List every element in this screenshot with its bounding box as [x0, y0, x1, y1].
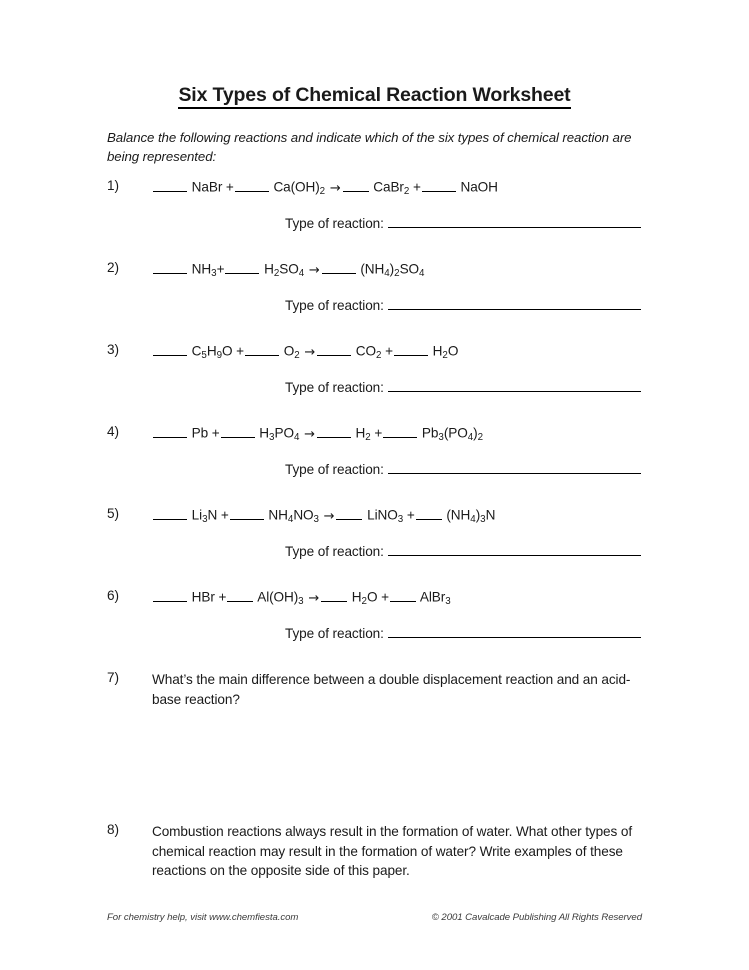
reaction-arrow-icon: →: [323, 508, 335, 524]
page-title: Six Types of Chemical Reaction Worksheet: [178, 84, 570, 109]
page-footer: [107, 912, 642, 923]
coefficient-blank-2-3[interactable]: [322, 260, 356, 274]
type-of-reaction-row-4: [285, 460, 641, 477]
type-of-reaction-label-3: Type of reaction:: [285, 379, 384, 395]
footer-credit-link: For chemistry help, visit www.chemfiesta.com: [107, 912, 299, 923]
coefficient-blank-6-1[interactable]: [153, 588, 187, 602]
coefficient-blank-2-2[interactable]: [225, 260, 259, 274]
problem-1: [107, 178, 707, 231]
equation-6: HBr + $Al(OH)_3 \to H_2O$ + AlBr$_3$: [152, 588, 451, 607]
coefficient-blank-1-1[interactable]: [153, 178, 187, 192]
coefficient-blank-3-2[interactable]: [245, 342, 279, 356]
instructions-text: Balance the following reactions and indicate which of the six types of chemical reaction are being represented:: [107, 130, 632, 164]
coefficient-blank-6-2[interactable]: [227, 588, 253, 602]
type-of-reaction-blank-4[interactable]: [388, 460, 641, 474]
type-of-reaction-label-4: Type of reaction:: [285, 461, 384, 477]
coefficient-blank-4-2[interactable]: [221, 424, 255, 438]
type-of-reaction-blank-3[interactable]: [388, 378, 641, 392]
coefficient-blank-3-3[interactable]: [317, 342, 351, 356]
type-of-reaction-row-2: [285, 296, 641, 313]
equation-row-4: [107, 424, 707, 446]
equation-row-2: [107, 260, 707, 282]
problem-number-2: 2): [107, 260, 119, 275]
equation-1: NaBr + $Ca(OH)_2$ → CaBr$_2$ + NaOH: [152, 178, 498, 197]
question-number-7: 7): [107, 670, 120, 685]
coefficient-blank-5-2[interactable]: [230, 506, 264, 520]
coefficient-blank-5-4[interactable]: [416, 506, 442, 520]
coefficient-blank-4-1[interactable]: [153, 424, 187, 438]
problem-number-1: 1): [107, 178, 119, 193]
question-number-8: 8): [107, 822, 120, 837]
coefficient-blank-1-3[interactable]: [343, 178, 369, 192]
type-of-reaction-blank-5[interactable]: [388, 542, 641, 556]
type-of-reaction-label-6: Type of reaction:: [285, 625, 384, 641]
equation-3: $C_5H_9O + O_2 \to CO_2 + H_2O$: [152, 342, 458, 361]
question-text-8: Combustion reactions always result in the formation of water. What other types of chemical reaction may result in the formation of water? Write examples of these reactions on the opposite side of this paper.: [152, 824, 632, 879]
type-of-reaction-label-5: Type of reaction:: [285, 543, 384, 559]
equation-row-1: [107, 178, 707, 200]
type-of-reaction-blank-2[interactable]: [388, 296, 641, 310]
footer-copyright: © 2001 Cavalcade Publishing All Rights Reserved: [431, 912, 642, 923]
type-of-reaction-label-2: Type of reaction:: [285, 297, 384, 313]
type-of-reaction-row-6: [285, 624, 641, 641]
type-of-reaction-row-3: [285, 378, 641, 395]
equation-5: $Li_3N + NH_4NO_3$ → LiNO$_3$ + $(NH_4)_3N$: [152, 506, 495, 525]
page-title-container: [0, 84, 749, 109]
problem-number-4: 4): [107, 424, 119, 439]
type-of-reaction-blank-1[interactable]: [388, 214, 641, 228]
type-of-reaction-row-5: [285, 542, 641, 559]
coefficient-blank-1-4[interactable]: [422, 178, 456, 192]
problem-number-6: 6): [107, 588, 119, 603]
coefficient-blank-6-4[interactable]: [390, 588, 416, 602]
coefficient-blank-5-1[interactable]: [153, 506, 187, 520]
coefficient-blank-5-3[interactable]: [336, 506, 362, 520]
coefficient-blank-3-1[interactable]: [153, 342, 187, 356]
coefficient-blank-1-2[interactable]: [235, 178, 269, 192]
equation-row-6: [107, 588, 707, 610]
coefficient-blank-2-1[interactable]: [153, 260, 187, 274]
type-of-reaction-row-1: [285, 214, 641, 231]
coefficient-blank-4-4[interactable]: [383, 424, 417, 438]
reaction-arrow-icon: →: [304, 426, 315, 442]
problem-6: [107, 588, 707, 641]
coefficient-blank-4-3[interactable]: [317, 424, 351, 438]
coefficient-blank-6-3[interactable]: [321, 588, 347, 602]
coefficient-blank-3-4[interactable]: [394, 342, 428, 356]
problem-number-3: 3): [107, 342, 119, 357]
problem-5: [107, 506, 707, 559]
question-7: [107, 670, 647, 709]
equation-row-5: [107, 506, 707, 528]
problem-number-5: 5): [107, 506, 119, 521]
reaction-arrow-icon: →: [308, 590, 320, 606]
reaction-arrow-icon: →: [329, 180, 341, 196]
type-of-reaction-blank-6[interactable]: [388, 624, 641, 638]
reaction-arrow-icon: →: [304, 344, 316, 360]
reaction-arrow-icon: →: [308, 262, 320, 278]
question-8: [107, 822, 647, 881]
problem-4: [107, 424, 707, 477]
equation-row-3: [107, 342, 707, 364]
problem-2: [107, 260, 707, 313]
equation-2: $NH_3+ H_2SO_4 \to (NH_4)_2SO_4$: [152, 260, 424, 279]
question-text-7: What’s the main difference between a double displacement reaction and an acid-base reaction?: [152, 672, 631, 707]
problem-3: [107, 342, 707, 395]
equation-4: $Pb + H_3PO_4 \to H_2 + Pb_3(PO_4)_2$: [152, 424, 483, 443]
type-of-reaction-label-1: Type of reaction:: [285, 215, 384, 231]
